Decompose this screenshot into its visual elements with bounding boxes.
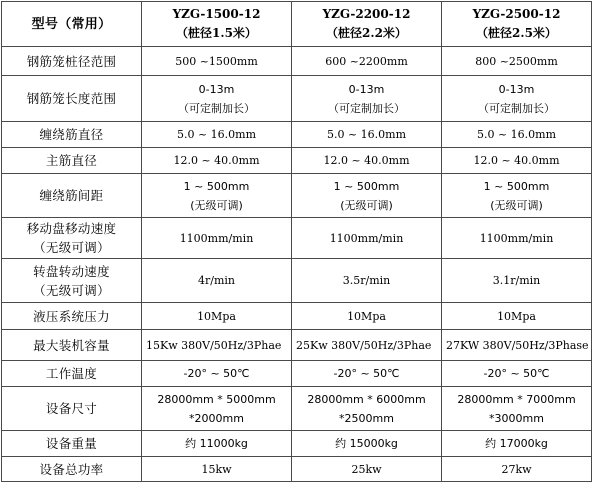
cell-value: 500 ~1500mm (142, 47, 292, 76)
cell-value: 600 ~2200mm (292, 47, 442, 76)
value-line: 28000mm * 5000mm (157, 392, 276, 406)
row-label: 主筋直径 (2, 148, 142, 174)
row-label: 缠绕筋直径 (2, 122, 142, 148)
header-row (2, 2, 592, 47)
value-line: 0-13m (348, 82, 385, 96)
value-line: 28000mm * 7000mm (457, 392, 576, 406)
cell-value: -20° ~ 50℃ (292, 361, 442, 387)
table-row (2, 431, 592, 457)
cell-value (442, 387, 592, 431)
table-row (2, 330, 592, 361)
cell-value: 12.0 ~ 40.0mm (292, 148, 442, 174)
cell-value (142, 387, 292, 431)
value-line: (无级可调) (190, 198, 243, 212)
header-model-1 (142, 2, 292, 47)
value-line: 1 ~ 500mm (183, 179, 250, 193)
table-row (2, 76, 592, 122)
value-line: 0-13m (498, 82, 535, 96)
value-line: *2500mm (339, 411, 394, 425)
row-label: 工作温度 (2, 361, 142, 387)
cell-value: 3.1r/min (442, 259, 592, 303)
cell-value: 10Mpa (292, 303, 442, 330)
row-label: 设备总功率 (2, 457, 142, 482)
table-row (2, 303, 592, 330)
cell-value: 27kw (442, 457, 592, 482)
row-label: 钢筋笼桩径范围 (2, 47, 142, 76)
model-diameter: （桩径2.5米） (476, 26, 557, 40)
cell-value: 约 17000kg (442, 431, 592, 457)
cell-value: 3.5r/min (292, 259, 442, 303)
model-diameter: （桩径1.5米） (176, 26, 257, 40)
row-label: 设备重量 (2, 431, 142, 457)
cell-value: 15Kw 380V/50Hz/3Phae (142, 330, 292, 361)
spec-table (1, 1, 592, 482)
value-line: 1 ~ 500mm (333, 179, 400, 193)
value-line: 28000mm * 6000mm (307, 392, 426, 406)
model-diameter: （桩径2.2米） (326, 26, 407, 40)
row-label: 设备尺寸 (2, 387, 142, 431)
cell-value: 12.0 ~ 40.0mm (442, 148, 592, 174)
cell-value: 5.0 ~ 16.0mm (292, 122, 442, 148)
cell-value: -20° ~ 50℃ (142, 361, 292, 387)
row-label: 液压系统压力 (2, 303, 142, 330)
cell-value: -20° ~ 50℃ (442, 361, 592, 387)
cell-value (292, 387, 442, 431)
value-line: 0-13m (198, 82, 235, 96)
cell-value: 27KW 380V/50Hz/3Phase (442, 330, 592, 361)
cell-value (442, 174, 592, 218)
table-row (2, 387, 592, 431)
table-row (2, 122, 592, 148)
cell-value: 1100mm/min (442, 218, 592, 259)
row-label (2, 218, 142, 259)
cell-value: 5.0 ~ 16.0mm (142, 122, 292, 148)
table-row (2, 259, 592, 303)
header-model-3 (442, 2, 592, 47)
cell-value: 12.0 ~ 40.0mm (142, 148, 292, 174)
value-line: （可定制加长） (328, 101, 405, 115)
table-row (2, 218, 592, 259)
value-line: (无级可调) (340, 198, 393, 212)
table-row (2, 457, 592, 482)
cell-value: 约 11000kg (142, 431, 292, 457)
label-line: （无级可调） (33, 240, 110, 255)
cell-value: 800 ~2500mm (442, 47, 592, 76)
cell-value: 10Mpa (442, 303, 592, 330)
model-name: YZG-2200-12 (322, 7, 411, 21)
table-row (2, 174, 592, 218)
model-name: YZG-2500-12 (472, 7, 561, 21)
value-line: （可定制加长） (478, 101, 555, 115)
cell-value: 25Kw 380V/50Hz/3Phae (292, 330, 442, 361)
cell-value: 1100mm/min (142, 218, 292, 259)
row-label (2, 259, 142, 303)
table-row (2, 47, 592, 76)
cell-value: 5.0 ~ 16.0mm (442, 122, 592, 148)
value-line: *2000mm (189, 411, 244, 425)
value-line: （可定制加长） (178, 101, 255, 115)
table-row (2, 361, 592, 387)
value-line: *3000mm (489, 411, 544, 425)
cell-value: 约 15000kg (292, 431, 442, 457)
model-name: YZG-1500-12 (172, 7, 261, 21)
label-line: 移动盘移动速度 (26, 221, 117, 236)
row-label: 缠绕筋间距 (2, 174, 142, 218)
cell-value (142, 174, 292, 218)
value-line: (无级可调) (490, 198, 543, 212)
value-line: 1 ~ 500mm (483, 179, 550, 193)
row-label: 钢筋笼长度范围 (2, 76, 142, 122)
label-line: （无级可调） (33, 282, 110, 298)
table-row (2, 148, 592, 174)
cell-value: 4r/min (142, 259, 292, 303)
cell-value (142, 76, 292, 122)
cell-value (442, 76, 592, 122)
cell-value: 15kw (142, 457, 292, 482)
cell-value (292, 76, 442, 122)
label-line: 转盘转动速度 (33, 263, 110, 279)
cell-value (292, 174, 442, 218)
cell-value: 10Mpa (142, 303, 292, 330)
cell-value: 25kw (292, 457, 442, 482)
row-label: 最大装机容量 (2, 330, 142, 361)
header-model-2 (292, 2, 442, 47)
header-label: 型号（常用） (2, 2, 142, 47)
cell-value: 1100mm/min (292, 218, 442, 259)
